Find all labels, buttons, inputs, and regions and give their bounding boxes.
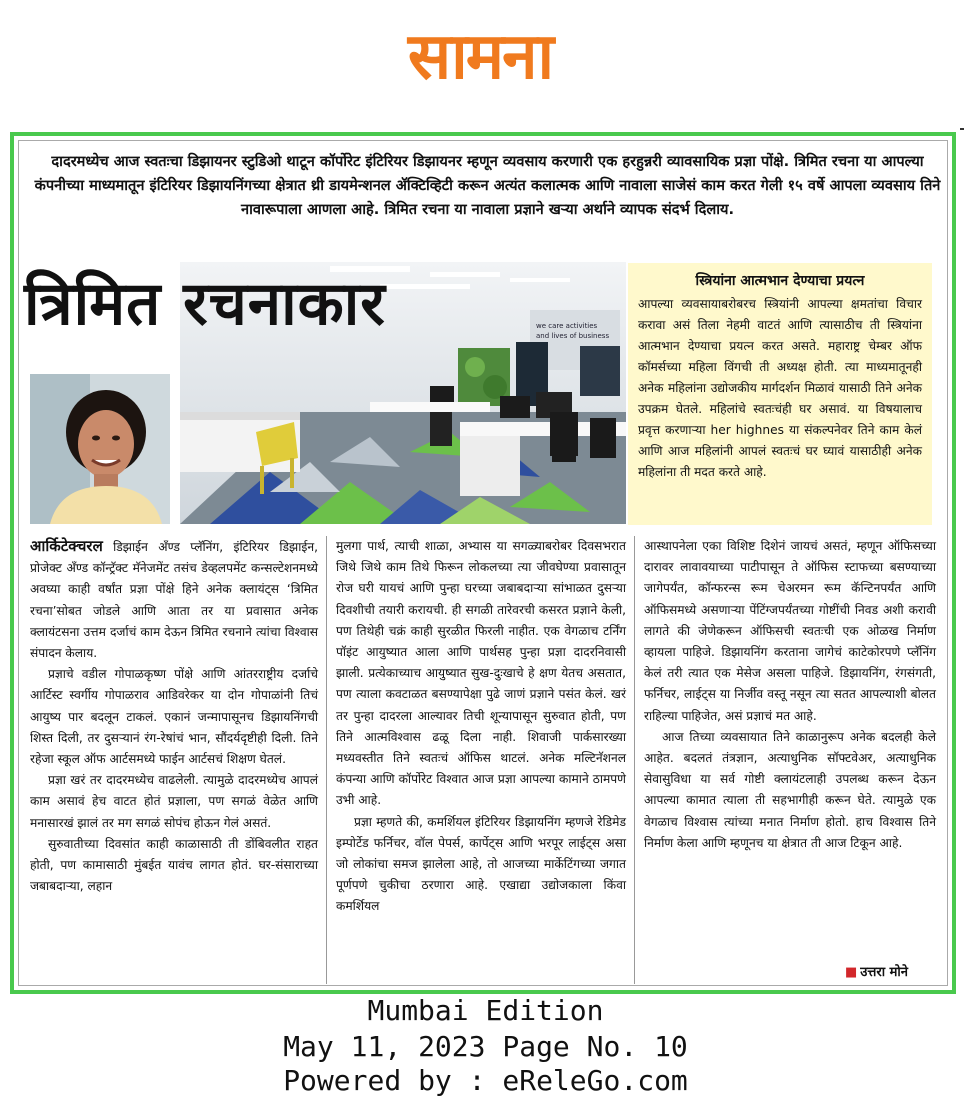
paragraph: आज तिच्या व्यवसायात तिने काळानुरूप अनेक बदलही केले आहेत. बदलतं तंत्रज्ञान, अत्याधुनिक सॉफ्टवेअर, अत्याधुनिक सेवासुविधा या सर्व गोष्टी क्लायंटलाही उपलब्ध करून देऊन आपल्या कामात त्याला ती सहभागीही करून घेते. त्यामुळे एक वेगळाच विश्वास त्यांच्या मनात निर्माण होतो. हाच विश्वास तिने निर्माण केला आणि म्हणूनच या क्षेत्रात ती आज टिकून आहे. xyxy=(644,729,936,850)
newspaper-masthead: सामना xyxy=(407,20,553,94)
article-headline: त्रिमित रचनाकार xyxy=(24,269,386,339)
footer-edition: Mumbai Edition xyxy=(367,994,604,1027)
article-column-1 xyxy=(30,536,318,897)
paragraph: प्रज्ञाचे वडील गोपाळकृष्ण पोंक्षे आणि आंतरराष्ट्रीय दर्जाचे आर्टिस्ट स्वर्गीय गोपाळराव आडिवरेकर या दोन गोपाळांनी तिचं आयुष्य पार बदलून टाकलं. एकानं जन्मापासूनच डिझायनिंगची शिस्त दिली, तर दुसऱ्यानं रंग-रेषांचं भान, सौंदर्यदृष्टीही दिली. तिने रहेजा स्कूल ऑफ आर्टसमध्ये फाईन आर्टसचं शिक्षण घेतलं. xyxy=(30,667,318,767)
byline-author: उत्तरा मोने xyxy=(860,965,908,980)
lead-word: आर्किटेक्चरल xyxy=(30,537,103,555)
author-portrait xyxy=(30,374,170,524)
article-column-3 xyxy=(644,536,936,854)
footer-date-page: May 11, 2023 Page No. 10 xyxy=(283,1030,688,1063)
paragraph: आस्थापनेला एका विशिष्ट दिशेनं जायचं असतं, म्हणून ऑफिसच्या दारावर लावावयाच्या पाटीपासून ते ऑफिस स्टाफच्या बसण्याच्या जागेपर्यंत, कॉन्फरन्स रूम चेअरमन रूम कॅन्टिनपर्यंत आणि ऑफिसमध्ये असणाऱ्या पेंटिंग्जपर्यंतच्या गोष्टींची निवड अशी करावी लागते की जेणेकरून ऑफिसची स्वतःची एक ओळख निर्माण व्हायला पाहिजे. डिझायनिंग करताना जागेचं काटेकोरपणे प्लॅनिंग केलं तरी त्यात एक मेसेज असला पाहिजे. डिझायनिंग, रंगसंगती, फर्निचर, लाईट्स या निर्जीव वस्तू नसून त्या सतत आपल्याशी बोलत राहिल्या पाहिजेत, असं प्रज्ञाचं मत आहे. xyxy=(644,539,936,723)
column-rule xyxy=(634,536,635,984)
byline-marker-icon: ■ xyxy=(845,965,858,980)
paragraph: प्रज्ञा खरं तर दादरमध्येच वाढलेली. त्यामुळे दादरमध्येच आपलं काम असावं हेच वाटत होतं प्रज्ञाला, पण सगळं वेळेत आणि मनासारखं झालं तर मग सगळं सोपंच होऊन गेलं असतं. xyxy=(30,773,318,830)
paragraph: प्रज्ञा म्हणते की, कमर्शियल इंटिरियर डिझायनिंग म्हणजे रेडिमेड इम्पोर्टेड फर्निचर, वॉल पेपर्स, कार्पेट्स आणि भरपूर लाईट्स असा जो लोकांचा समज झालेला आहे, तो आजच्या मार्केटिंगच्या जगात पूर्णपणे चुकीचा ठरणारा आहे. एखाद्या उद्योजकाला किंवा कमर्शियल xyxy=(336,814,626,914)
paragraph: डिझाईन अँण्ड प्लॅनिंग, इंटिरियर डिझाईन, प्रोजेक्ट अँण्ड कॉन्ट्रॅक्ट मॅनेजमेंट तसंच डेव्हलपमेंट कन्सल्टेशनमध्ये अवघ्या काही वर्षांत प्रज्ञा पोंक्षे हिने अनेक क्लायंट्स ‘त्रिमित रचना’सोबत जोडले आणि आता तर या प्रवासात अनेक क्लायंटसना उत्तम दर्जाचं काम देऊन त्रिमित रचनाने त्यांचा विश्वास संपादन केलाय. xyxy=(30,540,318,661)
wall-sign-text: we care activities xyxy=(536,322,598,330)
paragraph: मुलगा पार्थ, त्याची शाळा, अभ्यास या सगळ्याबरोबर दिवसभरात जिथे जिथे काम तिथे फिरून लोकलच्या त्या जीवघेण्या प्रवासातून रोज घरी यायचं आणि पुन्हा घरच्या जबाबदाऱ्या सांभाळत दुसऱ्या दिवशीची तयारी करायची. ही सगळी तारेवरची कसरत प्रज्ञाने केली, पण तिथेही चक्रं काही सुरळीत फिरली नाहीत. एक वेगळाच टर्निंग पॉइंट आयुष्यात आला आणि पार्थसह पुन्हा प्रज्ञा दादरनिवासी झाली. प्रत्येकाच्याच आयुष्यात सुख-दुःखाचे हे क्षण येतच असतात, पण त्याला कवटाळत बसण्यापेक्षा पुढे जाणं प्रज्ञाने पसंत केलं. खरं तर पुन्हा दादरला आल्यावर तिची शून्यापासून सुरुवात होती, पण तिने आत्मविश्वास ढळू दिला नाही. शिवाजी पार्कसारख्या मध्यवस्तीत तिने स्वतःचं ऑफिस थाटलं. अनेक मल्टिनॅशनल कंपन्या आणि कॉर्पोरेट विश्वात आज प्रज्ञा आपल्या कामाने ठामपणे उभी आहे. xyxy=(336,539,626,808)
article-intro: दादरमध्येच आज स्वतःचा डिझायनर स्टुडिओ थाटून कॉर्पोरेट इंटिरियर डिझायनर म्हणून व्यवसाय करणारी एक हरहुन्नरी व्यावसायिक प्रज्ञा पोंक्षे. त्रिमित रचना या आपल्या कंपनीच्या माध्यमातून इंटिरियर डिझायनिंगच्या क्षेत्रात थ्री डायमेन्शनल ॲक्टिव्हिटी करून अत्यंत कलात्मक आणि नावाला साजेसं काम करत गेली १५ वर्षे आपला व्यवसाय तिने नावारूपाला आणला आहे. त्रिमित रचना या नावाला प्रज्ञाने खऱ्या अर्थाने व्यापक संदर्भ दिलाय. xyxy=(34,153,941,218)
article-column-2 xyxy=(336,536,626,918)
sidebar-title: स्त्रियांना आत्मभान देण्याचा प्रयत्न xyxy=(695,273,865,289)
edge-mark xyxy=(960,128,964,130)
paragraph: सुरुवातीच्या दिवसांत काही काळासाठी ती डोंबिवलीत राहत होती, पण कामासाठी मुंबईत यावंच लागत होतं. घर-संसाराच्या जबाबदाऱ्या, लहान xyxy=(30,836,318,894)
svg-text:and lives of business: and lives of business xyxy=(536,332,610,340)
sidebar-box xyxy=(628,263,932,525)
byline xyxy=(845,962,908,980)
sidebar-body: आपल्या व्यवसायाबरोबरच स्त्रियांनी आपल्या क्षमतांचा विचार करावा असं तिला नेहमी वाटतं आणि त्यासाठीच ती स्त्रियांना आत्मभान देण्याचा प्रयत्न करत असते. महाराष्ट्र चेम्बर ऑफ कॉमर्सच्या महिला विंगची ती अध्यक्ष होती. त्या माध्यमातूनही अनेक महिलांना उद्योजकीय मार्गदर्शन मिळावं यासाठी तिने अनेक उपक्रम घेतले. महिलांचे स्वतःचंही घर असावं. या विषयालाच प्रवृत्त करणाऱ्या her highnes या संकल्पनेवर तिने काम केलं आणि आज महिलांनी आपलं स्वतःचं घर घ्यावं यासाठीही अनेक महिलांना ती मदत करते आहे. xyxy=(638,297,922,479)
column-rule xyxy=(326,536,327,984)
footer-powered-by: Powered by : eReleGo.com xyxy=(283,1064,688,1097)
